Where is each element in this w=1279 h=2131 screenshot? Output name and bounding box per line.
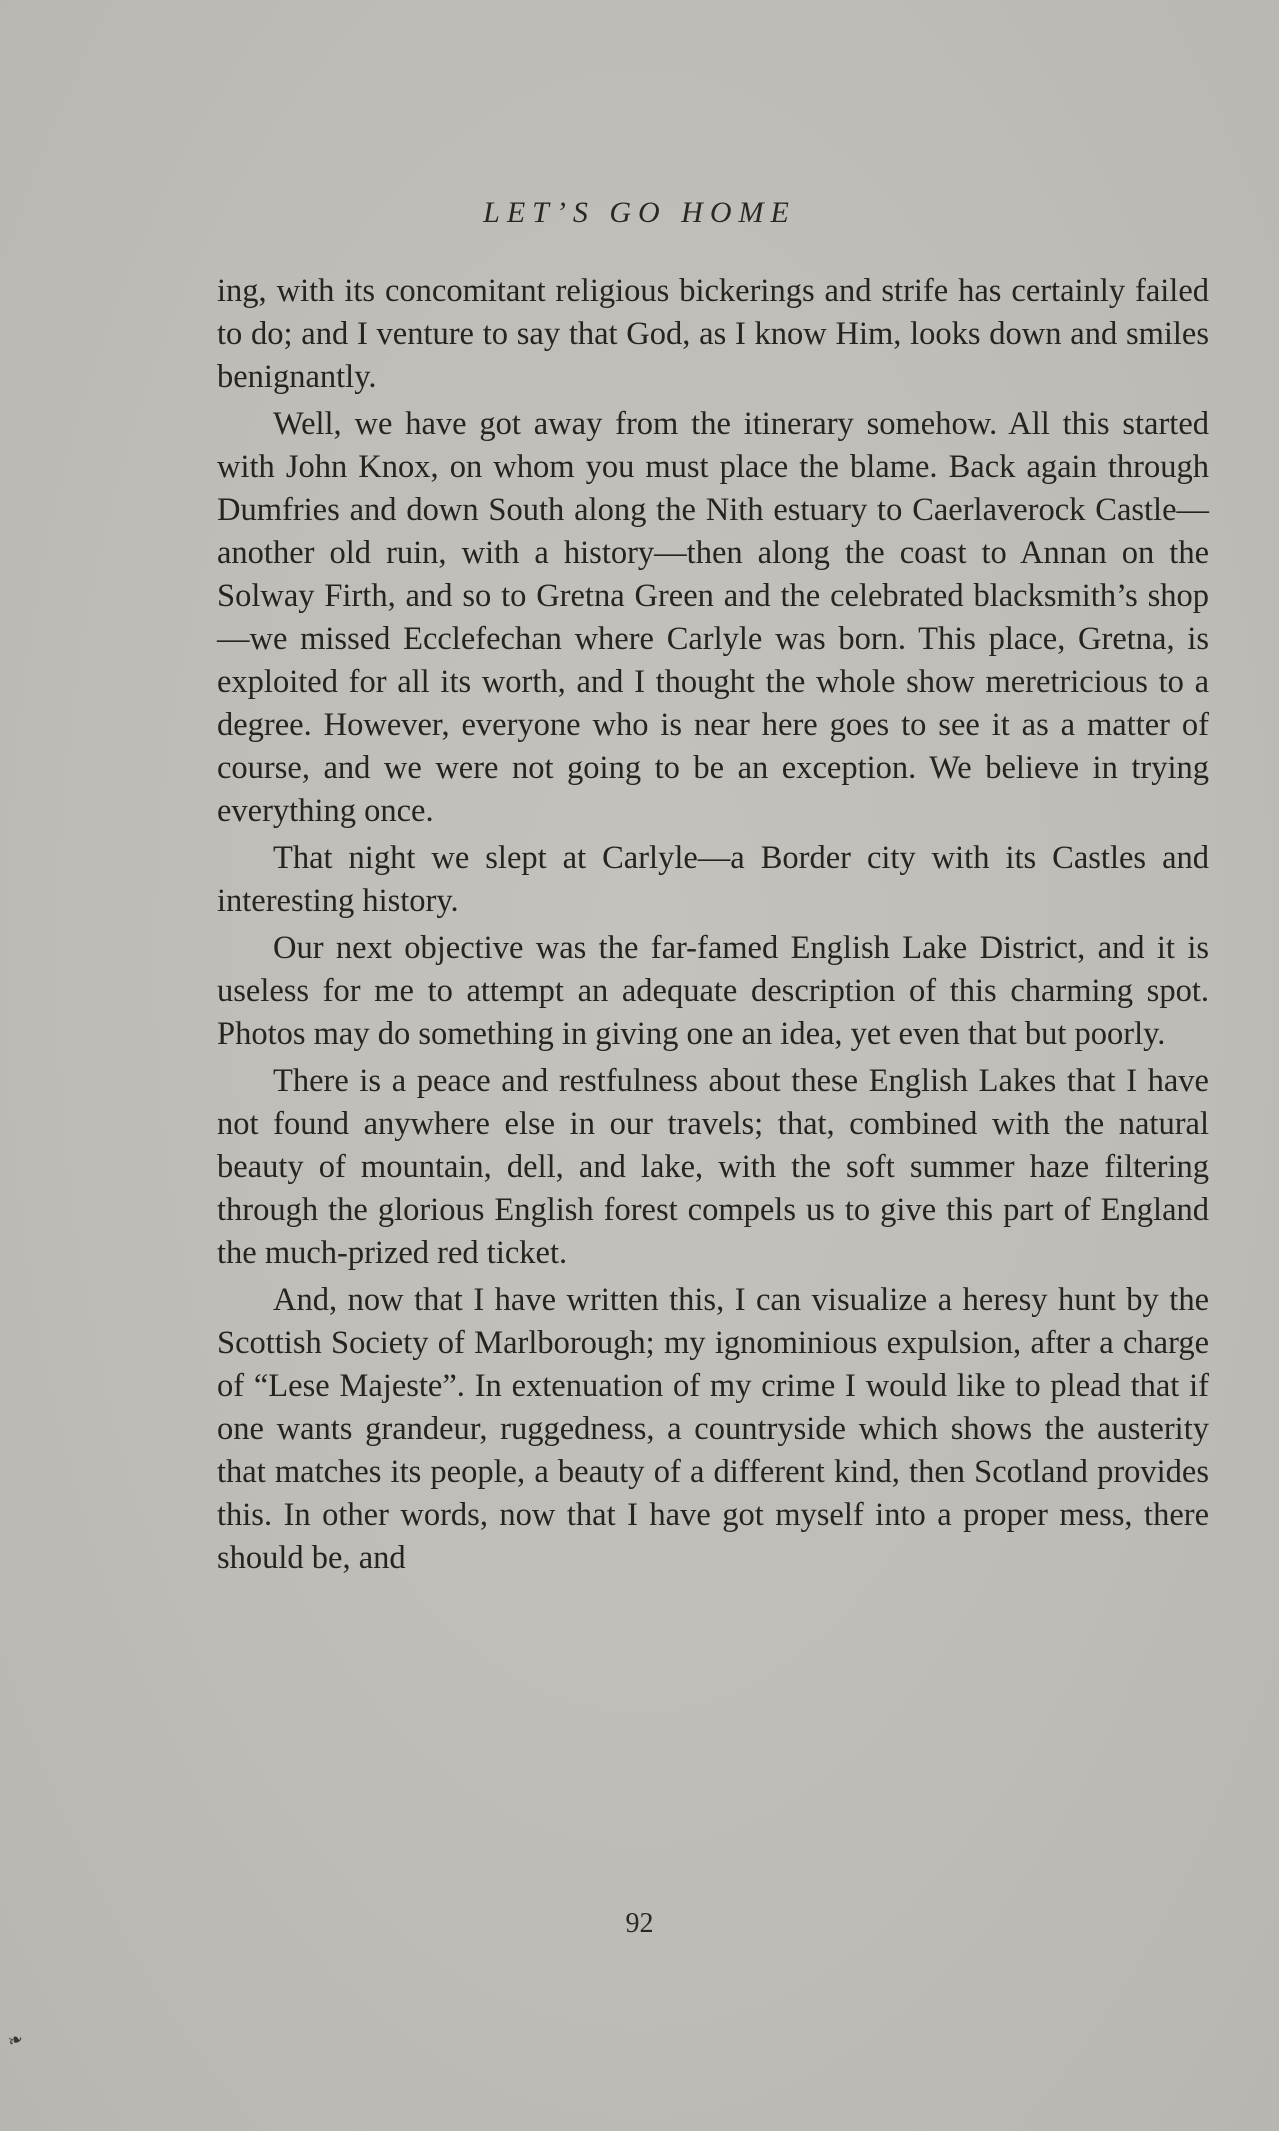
paragraph-carlyle: That night we slept at Carlyle—a Border city with its Castles and interesting history. [217, 840, 1209, 919]
paragraph-heresy-hunt: And, now that I have written this, I can visualize a heresy hunt by the Scottish Society of Marlborough; my ignominious expulsion, after a charge of “Lese Majeste”. In extenuation of my crime I would like to plead that if one wants grandeur, ruggedness, a countryside which shows the austerity that matches its people, a beauty of a different kind, then Scotland provides this. In other words, now that I have got myself into a proper mess, there should be, and [217, 1282, 1209, 1576]
page-number: 92 [625, 1908, 654, 1939]
paragraph-continuation: ing, with its concomitant religious bickerings and strife has certainly failed to do; and I venture to say that God, as I know Him, looks down and smiles benignantly. [217, 273, 1209, 395]
paragraph-itinerary: Well, we have got away from the itinerary somehow. All this started with John Knox, on whom you must place the blame. Back again through Dumfries and down South along the Nith estuary to Caerlaverock Castle—another old ruin, with a history—then along the coast to Annan on the Solway Firth, and so to Gretna Green and the celebrated blacksmith’s shop—we missed Ecclefechan where Carlyle was born. This place, Gretna, is exploited for all its worth, and I thought the whole show meretricious to a degree. However, everyone who is near here goes to see it as a matter of course, and we were not going to be an exception. We believe in trying everything once. [217, 406, 1209, 829]
paragraph-lake-district: Our next objective was the far-famed English Lake District, and it is useless for me to attempt an adequate description of this charming spot. Photos may do something in giving one an idea, yet even that but poorly. [217, 930, 1209, 1052]
ink-speck-icon: ❧ [4, 2028, 26, 2053]
paragraph-english-lakes: There is a peace and restfulness about these English Lakes that I have not found anywhere else in our travels; that, combined with the natural beauty of mountain, dell, and lake, with the soft summer haze filtering through the glorious English forest compels us to give this part of England the much-prized red ticket. [217, 1063, 1209, 1271]
body-text [217, 270, 1209, 1580]
running-head: LET’S GO HOME [483, 196, 796, 229]
